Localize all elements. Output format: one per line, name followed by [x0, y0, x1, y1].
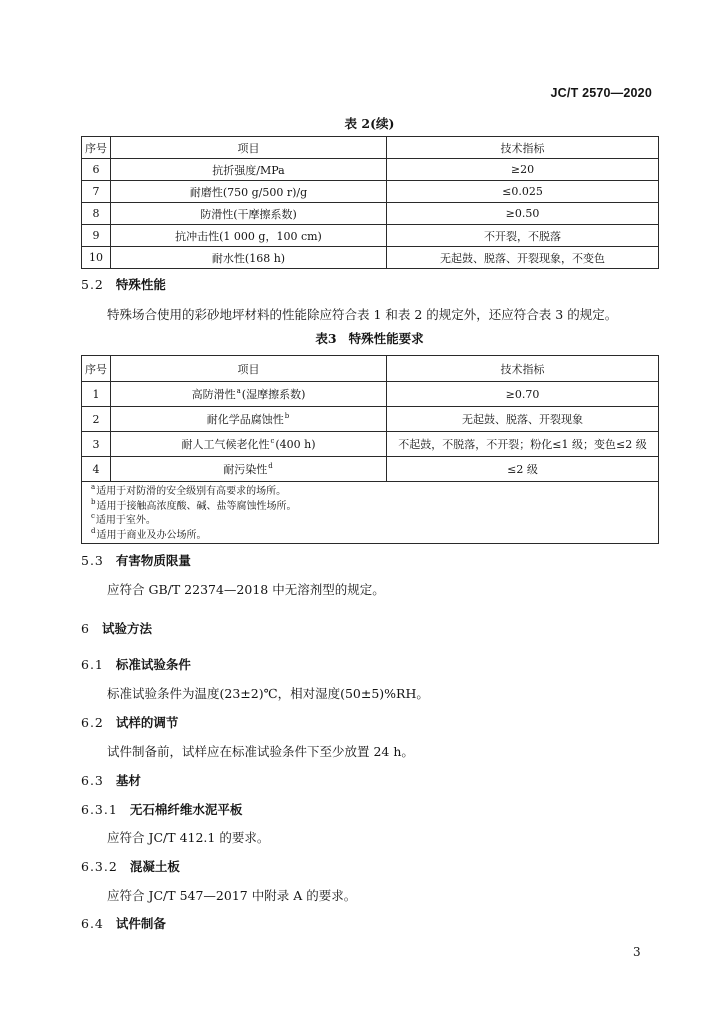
table2-caption: 表 2(续)	[344, 116, 395, 131]
section-title: 特殊性能	[115, 277, 166, 292]
row-spec: ≤0.025	[387, 181, 659, 203]
section-title: 试验方法	[101, 621, 152, 636]
paragraph: 应符合 GB/T 22374—2018 中无溶剂型的规定。	[107, 582, 385, 597]
section-title: 无石棉纤维水泥平板	[129, 802, 243, 817]
table3-caption	[81, 331, 658, 347]
paragraph: 特殊场合使用的彩砂地坪材料的性能除应符合表 1 和表 2 的规定外，还应符合表 3 的规定。	[107, 307, 618, 322]
row-item: 耐化学品腐蚀性$^b$	[111, 407, 387, 432]
table-row	[82, 225, 659, 247]
table-row	[82, 407, 659, 432]
section-number: 6.3.1	[81, 802, 118, 817]
section-title: 试件制备	[115, 916, 166, 931]
row-number: 4	[82, 457, 111, 482]
row-number: 10	[82, 247, 111, 269]
paragraph: 应符合 JC/T 547—2017 中附录 A 的要求。	[107, 888, 357, 903]
table2	[81, 136, 659, 269]
table-row	[82, 203, 659, 225]
table-footnotes	[82, 482, 659, 544]
paragraph: 标准试验条件为温度(23±2)℃，相对湿度(50±5)%RH。	[107, 686, 429, 701]
table-row	[82, 181, 659, 203]
section-heading-5-3	[81, 553, 191, 569]
section-number: 6	[81, 621, 90, 636]
table-row	[82, 247, 659, 269]
column-header-item: 项目	[111, 137, 387, 159]
footnote: $^b$适用于接触高浓度酸、碱、盐等腐蚀性场所。	[91, 497, 297, 512]
row-item: 耐水性(168 h)	[111, 247, 387, 269]
footnote-ref: b	[284, 412, 290, 420]
section-number: 5.2	[81, 277, 104, 292]
row-item: 耐污染性$^d$	[111, 457, 387, 482]
table-row	[82, 457, 659, 482]
table-row	[82, 159, 659, 181]
section-number: 6.3	[81, 773, 104, 788]
row-item: 高防滑性$^a$(湿摩擦系数)	[111, 382, 387, 407]
row-number: 8	[82, 203, 111, 225]
row-number: 2	[82, 407, 111, 432]
section-title: 标准试验条件	[115, 657, 191, 672]
section-number: 5.3	[81, 553, 104, 568]
column-header-item: 项目	[111, 356, 387, 382]
standard-code-header: JC/T 2570—2020	[550, 86, 652, 100]
row-number: 3	[82, 432, 111, 457]
footnote-ref: c	[270, 437, 275, 445]
footnote: $^d$适用于商业及办公场所。	[91, 526, 207, 541]
page-number: 3	[633, 945, 641, 959]
section-number: 6.3.2	[81, 859, 118, 874]
table-row	[82, 382, 659, 407]
row-item: 耐人工气候老化性$^c$(400 h)	[111, 432, 387, 457]
section-heading-5-2	[81, 277, 166, 293]
footnote: $^c$适用于室外。	[91, 512, 156, 526]
section-title: 混凝土板	[129, 859, 180, 874]
row-item: 耐磨性(750 g/500 r)/g	[111, 181, 387, 203]
column-header-spec: 技术指标	[387, 137, 659, 159]
row-item: 抗冲击性(1 000 g，100 cm)	[111, 225, 387, 247]
footnote: $^a$适用于对防滑的安全级别有高要求的场所。	[91, 483, 287, 497]
row-item: 抗折强度/MPa	[111, 159, 387, 181]
paragraph: 试件制备前，试样应在标准试验条件下至少放置 24 h。	[107, 744, 414, 759]
section-heading-6-2	[81, 715, 178, 731]
row-number: 7	[82, 181, 111, 203]
column-header-number: 序号	[82, 137, 111, 159]
section-title: 有害物质限量	[115, 553, 191, 568]
table3-caption-title: 特殊性能要求	[348, 331, 424, 346]
row-spec: 无起鼓、脱落、开裂现象	[387, 407, 659, 432]
paragraph: 应符合 JC/T 412.1 的要求。	[107, 830, 270, 845]
section-heading-6	[81, 621, 152, 637]
section-heading-6-1	[81, 657, 191, 673]
table3-caption-label: 表3	[315, 331, 337, 346]
row-number: 6	[82, 159, 111, 181]
footnote-ref: d	[268, 462, 273, 470]
table-footnote-row	[82, 482, 659, 544]
footnote-ref: a	[236, 387, 241, 395]
section-heading-6-3-2	[81, 859, 180, 875]
row-spec: ≥0.50	[387, 203, 659, 225]
table-header-row	[82, 356, 659, 382]
row-spec: 不起鼓，不脱落，不开裂；粉化≤1 级；变色≤2 级	[387, 432, 659, 457]
section-heading-6-3	[81, 773, 141, 789]
row-spec: 无起鼓、脱落、开裂现象，不变色	[387, 247, 659, 269]
section-title: 基材	[115, 773, 141, 788]
section-title: 试样的调节	[115, 715, 179, 730]
row-spec: ≥0.70	[387, 382, 659, 407]
row-spec: ≥20	[387, 159, 659, 181]
table-row	[82, 432, 659, 457]
section-number: 6.4	[81, 916, 104, 931]
row-spec: 不开裂，不脱落	[387, 225, 659, 247]
row-number: 9	[82, 225, 111, 247]
row-number: 1	[82, 382, 111, 407]
row-spec: ≤2 级	[387, 457, 659, 482]
column-header-spec: 技术指标	[387, 356, 659, 382]
section-number: 6.1	[81, 657, 104, 672]
table-header-row	[82, 137, 659, 159]
table3	[81, 355, 659, 544]
section-number: 6.2	[81, 715, 104, 730]
row-item: 防滑性(干摩擦系数)	[111, 203, 387, 225]
column-header-number: 序号	[82, 356, 111, 382]
section-heading-6-3-1	[81, 802, 242, 818]
section-heading-6-4	[81, 916, 166, 932]
